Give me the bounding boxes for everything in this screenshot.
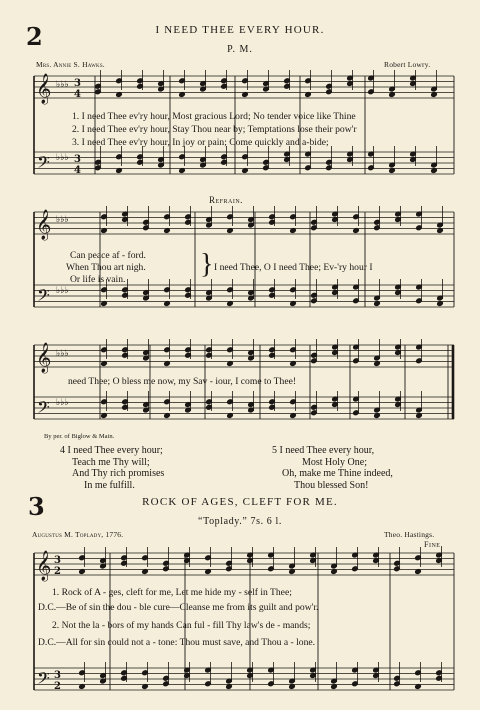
refrain-label: Refrain. (209, 195, 243, 205)
stanza-4 (60, 445, 164, 491)
verse-line: 1. Rock of A - ges, cleft for me, Let me hide my - self in Thee; (52, 587, 292, 598)
hymn-number: 2 (26, 22, 43, 51)
verse-line: 1. I need Thee ev'ry hour, Most gracious Lord; No tender voice like Thine (72, 111, 356, 122)
svg-text:4: 4 (74, 89, 81, 100)
composer: Theo. Hastings. (384, 530, 435, 539)
permission-note: By per. of Biglow & Main. (44, 433, 115, 440)
composer: Robert Lowry. (384, 60, 431, 69)
svg-text:♭♭♭: ♭♭♭ (56, 398, 69, 408)
svg-text:♭♭♭: ♭♭♭ (56, 215, 69, 225)
stanza-line: 5 I need Thee every hour, (272, 445, 375, 456)
svg-text:3: 3 (74, 154, 81, 165)
svg-text:4: 4 (74, 165, 81, 176)
svg-text:𝄞: 𝄞 (36, 74, 52, 104)
svg-text:3: 3 (74, 78, 81, 89)
svg-text:♭♭♭: ♭♭♭ (56, 153, 69, 163)
verse-line: D.C.—All for sin could not a - tone: Thou must save, and Thou a - lone. (38, 637, 316, 648)
svg-text:2: 2 (54, 681, 61, 692)
svg-text:𝄢: 𝄢 (37, 152, 50, 176)
fine-marking: Fine. (424, 540, 443, 549)
stanza-line: Thou blessed Son! (294, 479, 369, 491)
svg-text:𝄢: 𝄢 (37, 668, 50, 692)
refrain-lyric: need Thee; O bless me now, my Sav - iour, I come to Thee! (68, 376, 297, 387)
stanza-5 (272, 445, 393, 491)
svg-text:𝄞: 𝄞 (36, 210, 52, 240)
tune-name: “Toplady.” 7s. 6 l. (198, 516, 282, 527)
verse-line: D.C.—Be of sin the dou - ble cure—Cleanse me from its guilt and pow'r. (38, 602, 319, 613)
meter: P. M. (227, 44, 253, 55)
hymn-number: 3 (28, 492, 45, 521)
lyric-line: Or life is vain. (70, 274, 126, 285)
stanza-line: Teach me Thy will; (72, 456, 150, 468)
svg-text:𝄞: 𝄞 (36, 343, 52, 373)
svg-text:𝄢: 𝄢 (37, 285, 50, 309)
svg-text:3: 3 (54, 555, 61, 566)
svg-text:♭♭♭: ♭♭♭ (56, 349, 69, 359)
refrain-lyric: I need Thee, O I need Thee; Ev-'ry hour I (214, 262, 373, 273)
svg-text:♭♭♭: ♭♭♭ (56, 80, 69, 90)
svg-text:2: 2 (54, 566, 61, 577)
stanza-line: Most Holy One; (302, 456, 367, 468)
author: Mrs. Annie S. Hawks. (36, 60, 105, 69)
hymn-title: ROCK OF AGES, CLEFT FOR ME. (142, 496, 338, 508)
brace: } (200, 249, 214, 280)
svg-text:♭♭♭: ♭♭♭ (56, 286, 69, 296)
verse-line: 3. I need Thee ev'ry hour, In joy or pain; Come quickly and a-bide; (72, 137, 329, 148)
author: Augustus M. Toplady, 1776. (32, 530, 124, 539)
stanza-line: Oh, make me Thine indeed, (282, 468, 393, 479)
stanza-line: 4 I need Thee every hour; (60, 445, 163, 456)
lyric-line: Can peace af - ford. (70, 250, 146, 261)
hymn-title: I NEED THEE EVERY HOUR. (155, 24, 325, 36)
lyric-line: When Thou art nigh. (66, 262, 146, 273)
svg-text:𝄞: 𝄞 (36, 551, 52, 581)
svg-text:3: 3 (54, 670, 61, 681)
stanza-line: In me fulfill. (84, 479, 135, 491)
stanza-line: And Thy rich promises (72, 468, 165, 479)
svg-text:𝄢: 𝄢 (37, 397, 50, 421)
verse-line: 2. Not the la - bors of my hands Can ful - fill Thy law's de - mands; (52, 620, 311, 631)
verse-line: 2. I need Thee ev'ry hour, Stay Thou near by; Temptations lose their pow'r (72, 124, 357, 135)
